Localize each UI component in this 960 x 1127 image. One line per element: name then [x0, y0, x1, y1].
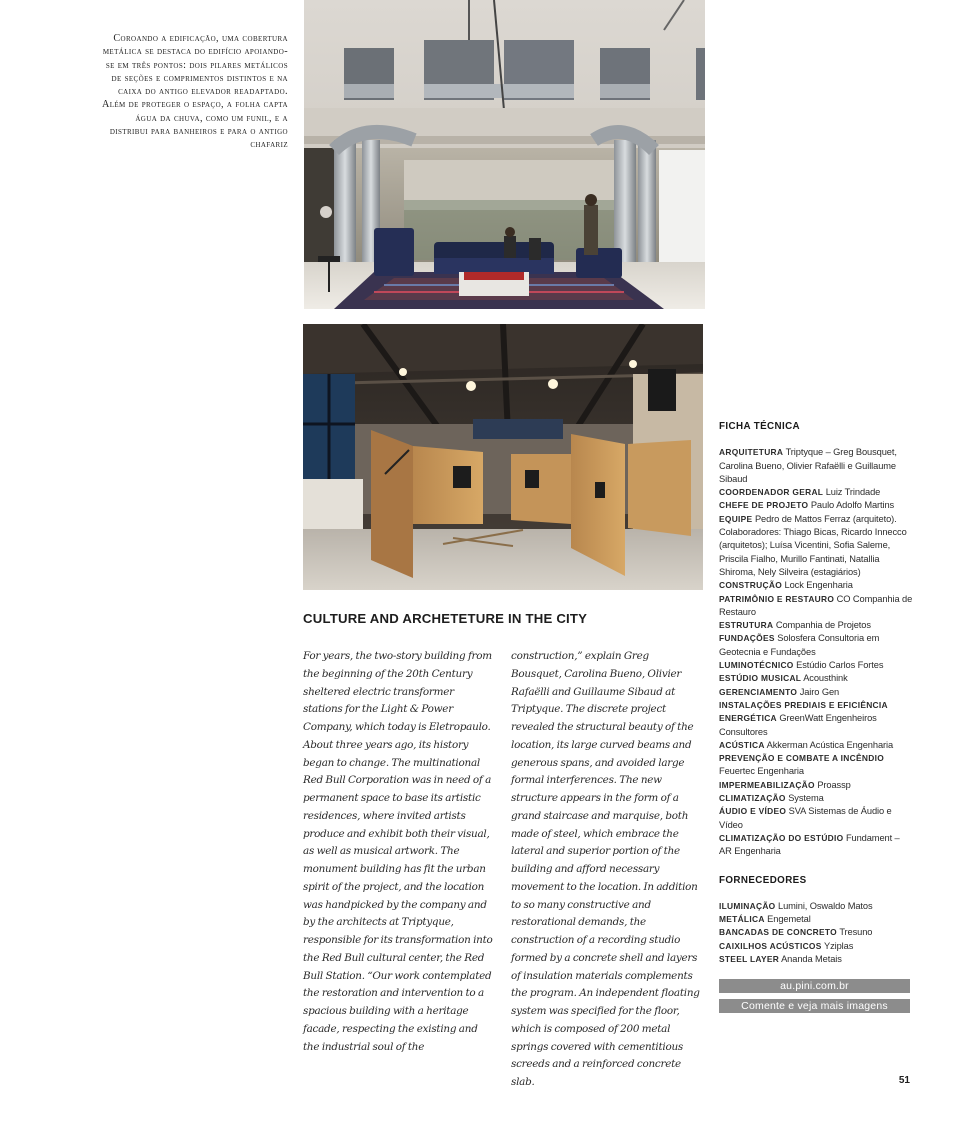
credit-entry [719, 953, 913, 966]
credit-entry [719, 499, 913, 512]
credit-entry [719, 739, 913, 752]
credit-role: PREVENÇÃO E COMBATE A INCÊNDIO [719, 753, 885, 764]
credit-value: Akkerman Acústica Engenharia [766, 739, 894, 750]
credit-value: Systema [788, 793, 824, 804]
credit-role: PATRIMÔNIO E RESTAURO [719, 593, 835, 604]
credit-value: Acousthink [803, 673, 848, 684]
credit-role: CLIMATIZAÇÃO [719, 793, 786, 804]
credit-entry [719, 659, 913, 672]
credit-value: Fundament – AR Engenharia [719, 832, 900, 857]
credit-entry [719, 686, 913, 699]
credit-value: Yziplas [823, 940, 854, 951]
article-text-column-2: construction,” explain Greg Bousquet, Carolina Bueno, Olivier Rafaëlli and Guillaume Sibaud at Triptyque. The discrete project revealed the structural beauty of the location, its large curved beams and generous spans, and avoided large formal interferences. The new structure appears in the form of a grand staircase and marquise, both made of steel, which embrace the lateral and superior portion of the building and afford necessary movement to the location. In addition to so many constructive and restorational demands, the construction of a recording studio formed by a concrete shell and layers of insulation materials complements the program. An independent floating system was specified for the floor, which is composed of 200 metal springs covered with cementitious screeds and a reinforced concrete slab. [511, 650, 700, 1088]
credit-value: Companhia de Projetos [775, 620, 871, 631]
exhibition-illustration [303, 324, 703, 590]
credit-role: LUMINOTÉCNICO [719, 660, 794, 671]
credit-value: Jairo Gen [799, 686, 840, 697]
credit-entry [719, 940, 913, 953]
credit-entry [719, 832, 913, 859]
credit-entry [719, 486, 913, 499]
credit-entry [719, 672, 913, 685]
credit-entry [719, 446, 913, 486]
credit-value: Feuertec Engenharia [719, 766, 804, 777]
credit-value: Tresuno [839, 927, 873, 938]
credit-entry [719, 632, 913, 659]
credit-entry [719, 792, 913, 805]
technical-sheet-heading: FICHA TÉCNICA [719, 421, 801, 432]
article-text-column-1: For years, the two-story building from the beginning of the 20th Century sheltered electric transformer stations for the Light & Power Company, which today is Eletropaulo. About three years ago, its history began to change. The multinational Red Bull Corporation was in need of a permanent space to base its artistic residences, where invited artists produce and exhibit both their visual, as well as musical artwork. The monument building has fit the urban spirit of the project, and the location was handpicked by the company and by the architects at Triptyque, responsible for its transformation into the Red Bull cultural center, the Red Bull Station. “Our work contemplated the restoration and intervention to a spacious building with a heritage facade, respecting the existing and the industrial soul of the [303, 650, 493, 1053]
credit-value: Pedro de Mattos Ferraz (arquiteto). Colaboradores: Thiago Bicas, Ricardo Innecco (arquitetos); Luísa Vicentini, Sofia Saleme, Priscila Fialho, Murillo Fantinati, Natallia Shiroma, Nely Silveira (estagiários) [719, 513, 907, 577]
credit-role: CAIXILHOS ACÚSTICOS [719, 940, 822, 951]
credit-role: ESTÚDIO MUSICAL [719, 673, 802, 684]
credit-value: SVA Sistemas de Áudio e Vídeo [719, 806, 892, 830]
credit-role: IMPERMEABILIZAÇÃO [719, 779, 815, 790]
article-title: CULTURE AND ARCHETETURE IN THE CITY [303, 611, 588, 626]
credit-role: COORDENADOR GERAL [719, 487, 824, 498]
credit-role: INSTALAÇÕES PREDIAIS E EFICIÊNCIA ENERGÉTICA [719, 699, 888, 724]
credit-value: Estúdio Carlos Fortes [796, 660, 884, 671]
suppliers-list [719, 900, 913, 966]
credit-value: GreenWatt Engenheiros Consultores [719, 713, 877, 737]
credit-role: STEEL LAYER [719, 953, 780, 964]
credit-entry [719, 779, 913, 792]
article-column-2 [511, 648, 701, 1092]
credit-role: ÁUDIO E VÍDEO [719, 806, 787, 817]
credit-role: ACÚSTICA [719, 739, 765, 750]
comment-cta-link[interactable]: Comente e veja mais imagens [719, 999, 910, 1013]
page-number: 51 [898, 1075, 910, 1086]
credit-entry [719, 913, 913, 926]
credits-list [719, 446, 913, 858]
credit-entry [719, 699, 913, 739]
credit-role: ILUMINAÇÃO [719, 900, 776, 911]
credit-entry [719, 619, 913, 632]
article-column-1 [303, 648, 493, 1056]
credit-role: BANCADAS DE CONCRETO [719, 927, 837, 938]
credit-value: Luiz Trindade [825, 487, 881, 498]
credit-entry [719, 752, 913, 779]
credit-value: Triptyque – Greg Bousquet, Carolina Bueno, Olivier Rafaëlli e Guillaume Sibaud [719, 447, 897, 484]
credit-entry [719, 593, 913, 620]
credit-entry [719, 579, 913, 592]
credit-value: Engemetal [767, 914, 811, 925]
photo-caption: Coroando a edificação, uma cobertura metálica se destaca do edifício apoiando-se em três pontos: dois pilares metálicos de seções e comprimentos distintos e na caixa do antigo elevador readaptado. Além de proteger o espaço, a folha capta água da chuva, como um funil, e a distribui para banheiros e para o antigo chafariz [101, 33, 288, 151]
credit-entry [719, 513, 913, 579]
credit-role: ARQUITETURA [719, 447, 784, 458]
credit-value: Proassp [817, 779, 851, 790]
credit-role: METÁLICA [719, 914, 765, 925]
credit-value: Lock Engenharia [784, 580, 853, 591]
credit-role: GERENCIAMENTO [719, 686, 798, 697]
credit-entry [719, 900, 913, 913]
suppliers-heading: FORNECEDORES [719, 874, 807, 886]
credit-value: Paulo Adolfo Martins [810, 500, 895, 511]
credit-role: ESTRUTURA [719, 620, 774, 631]
credit-role: CONSTRUÇÃO [719, 580, 783, 591]
site-url-link[interactable]: au.pini.com.br [719, 979, 910, 993]
credit-role: CHEFE DE PROJETO [719, 500, 809, 511]
photo-exhibition [303, 324, 703, 590]
credit-value: Lumini, Oswaldo Matos [778, 900, 873, 911]
credit-entry [719, 805, 913, 832]
credit-value: CO Companhia de Restauro [719, 593, 913, 617]
credit-role: EQUIPE [719, 513, 753, 524]
credit-value: Solosfera Consultoria em Geotecnia e Fundações [719, 633, 880, 657]
photo-lobby [304, 0, 705, 309]
credit-entry [719, 926, 913, 939]
credit-role: FUNDAÇÕES [719, 633, 775, 644]
credit-role: CLIMATIZAÇÃO DO ESTÚDIO [719, 832, 844, 843]
credit-value: Ananda Metais [781, 953, 842, 964]
technical-sheet [719, 420, 913, 966]
lobby-illustration [304, 0, 705, 309]
